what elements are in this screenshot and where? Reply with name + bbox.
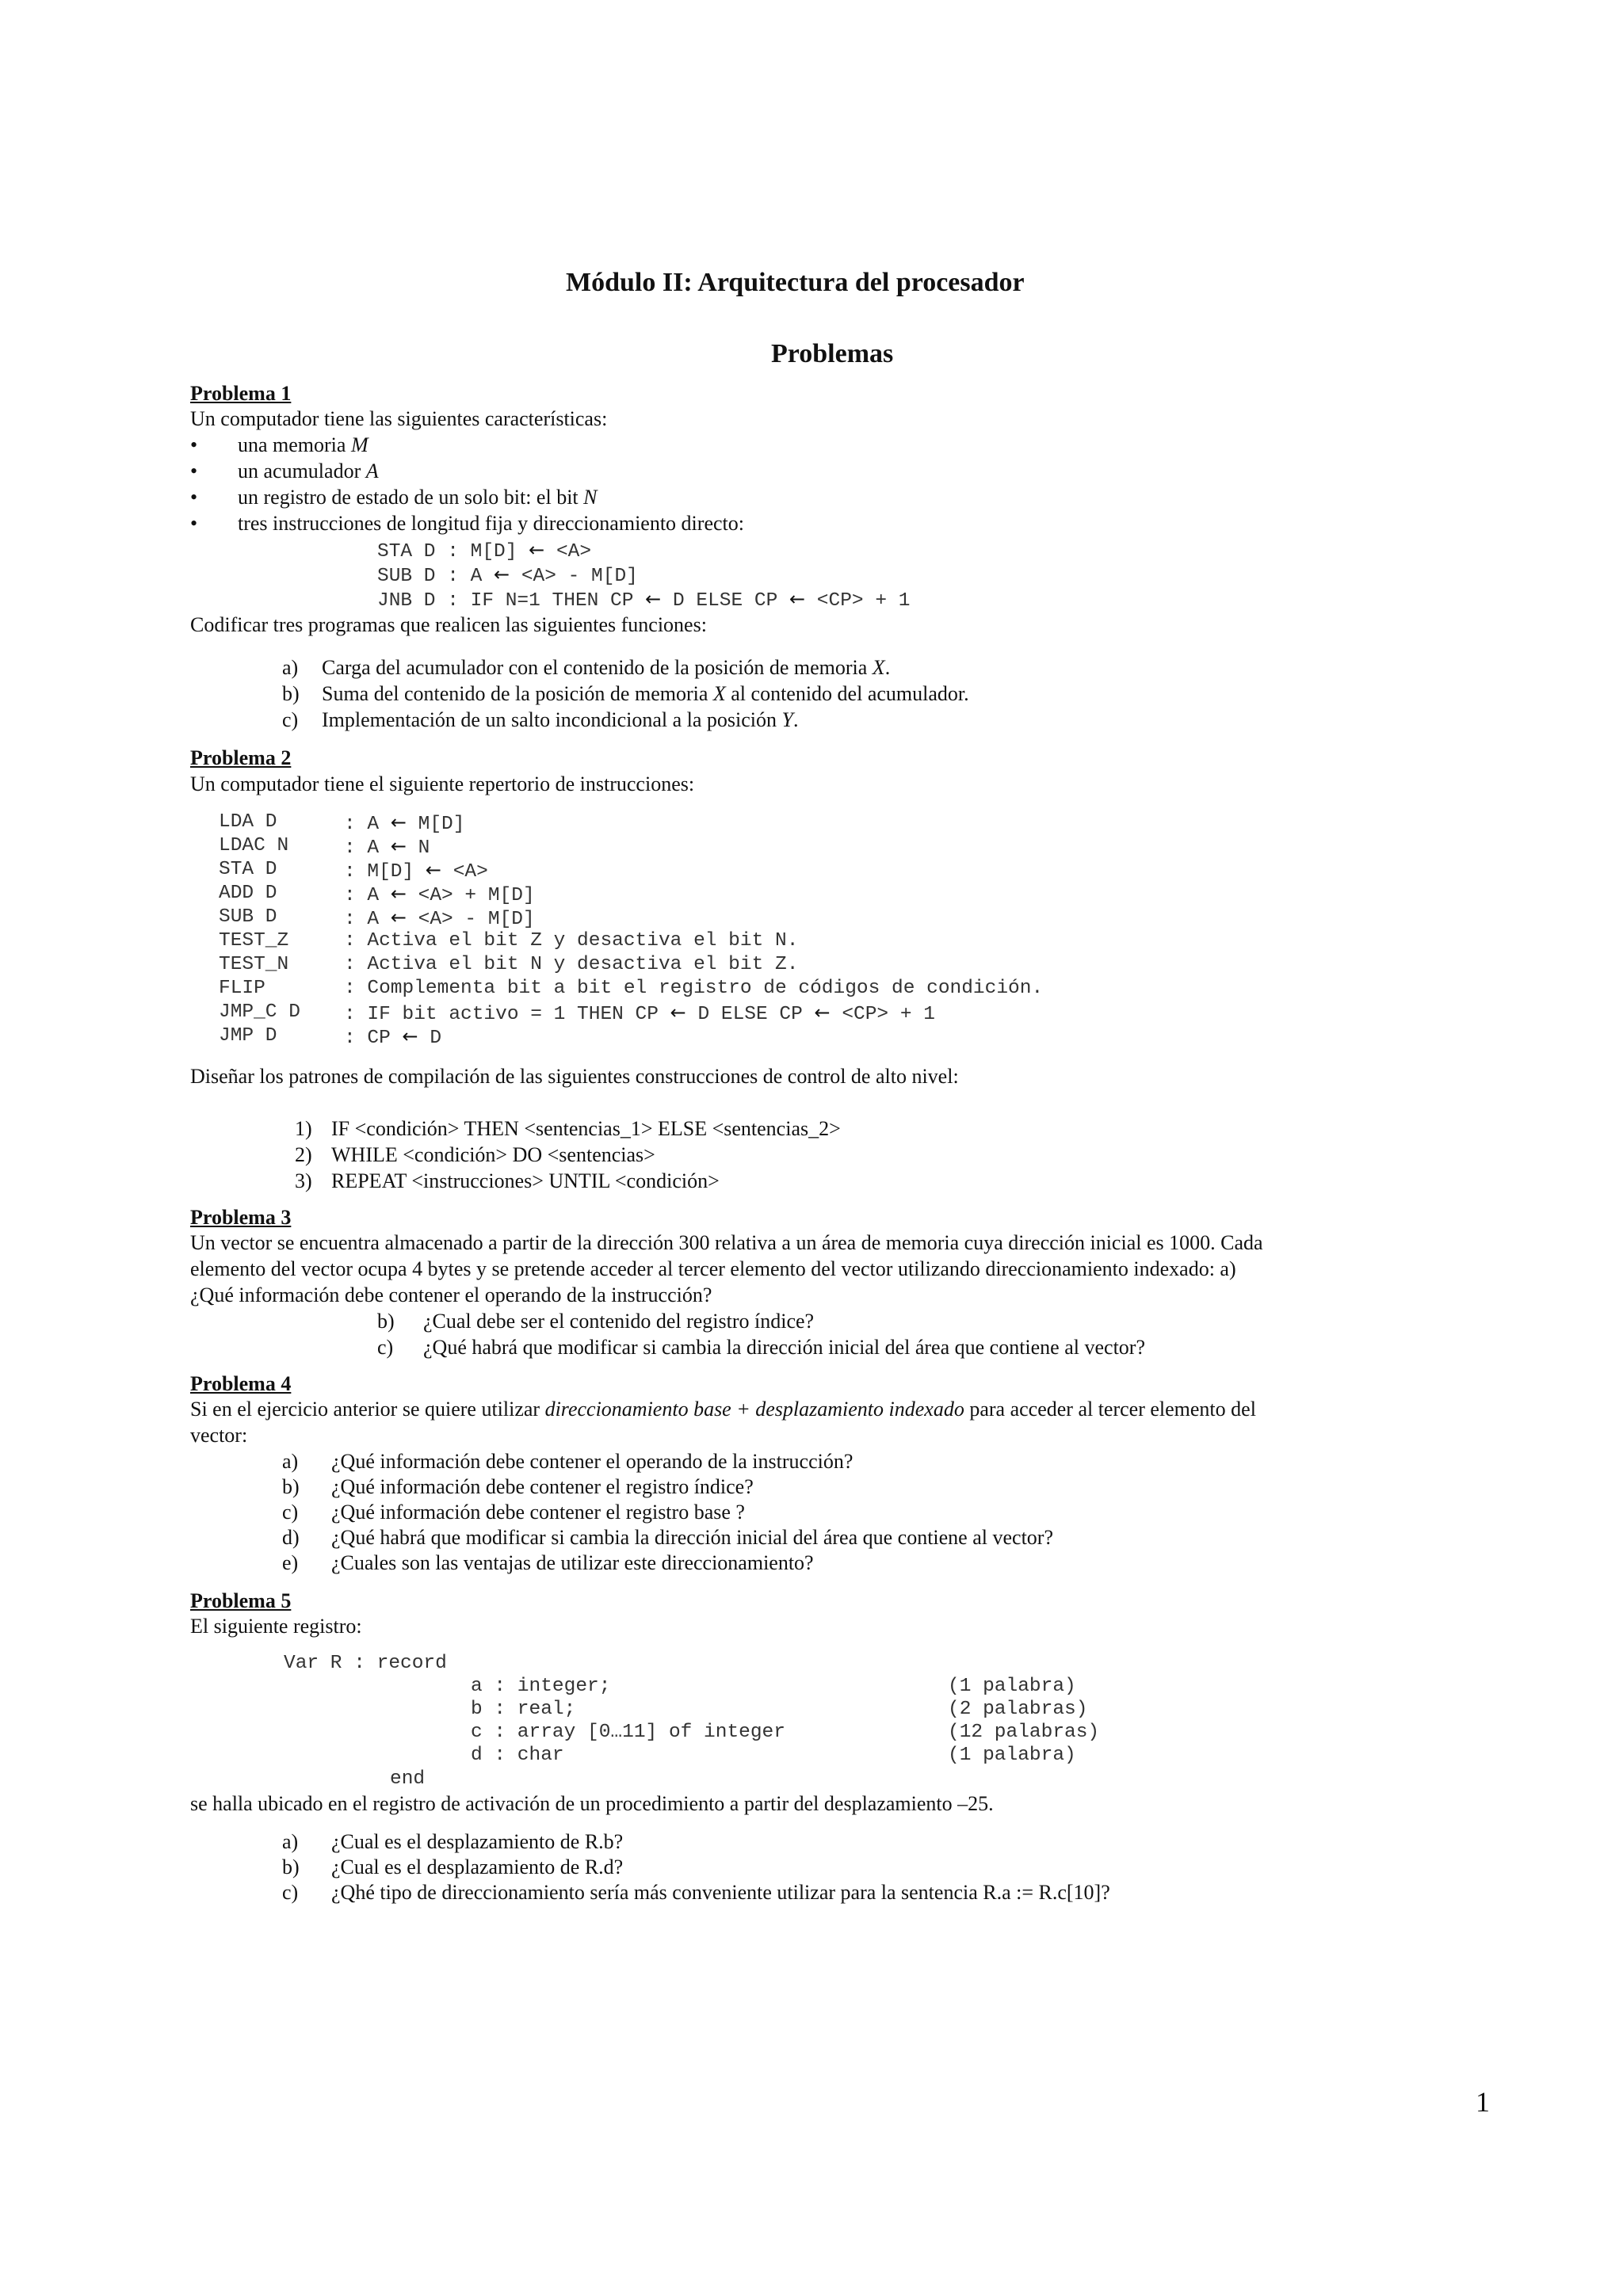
code-line: SUB D : A ← <A> - M[D] xyxy=(377,563,638,587)
list-item: • un acumulador A xyxy=(190,460,379,482)
code-line: (1 palabra) xyxy=(948,1676,1076,1697)
list-item: c) ¿Qhé tipo de direccionamiento sería más conveniente utilizar para la sentencia R.a := R.c[10]? xyxy=(282,1881,1110,1904)
arrow-left-icon: ← xyxy=(494,563,510,585)
problem-4-text: vector: xyxy=(190,1424,248,1447)
code-line: TEST_Z : Activa el bit Z y desactiva el bit N. xyxy=(219,930,799,952)
bullet-icon: • xyxy=(190,486,198,509)
list-item: a) Carga del acumulador con el contenido de la posición de memoria X. xyxy=(282,656,891,679)
problem-5-text: se halla ubicado en el registro de activación de un procedimiento a partir del desplazamiento –25. xyxy=(190,1792,994,1815)
problem-3-text: ¿Qué información debe contener el operando de la instrucción? xyxy=(190,1283,712,1306)
code-line: (2 palabras) xyxy=(948,1699,1088,1720)
bullet-icon: • xyxy=(190,512,198,535)
list-item: • una memoria M xyxy=(190,433,369,456)
code-line: SUB D : A ← <A> - M[D] xyxy=(219,906,535,930)
code-line: (1 palabra) xyxy=(948,1745,1076,1766)
list-item: b) ¿Cual es el desplazamiento de R.d? xyxy=(282,1855,624,1878)
arrow-left-icon: ← xyxy=(645,588,662,610)
list-item: a) ¿Cual es el desplazamiento de R.b? xyxy=(282,1830,624,1853)
arrow-left-icon: ← xyxy=(390,906,407,929)
arrow-left-icon: ← xyxy=(814,1001,831,1024)
code-line: FLIP : Complementa bit a bit el registro de códigos de condición. xyxy=(219,978,1044,999)
code-line: JMP_C D : IF bit activo = 1 THEN CP ← D ELSE CP ← <CP> + 1 xyxy=(219,1001,935,1025)
bullet-icon: • xyxy=(190,433,198,456)
arrow-left-icon: ← xyxy=(670,1001,686,1024)
list-item: b) ¿Cual debe ser el contenido del registro índice? xyxy=(377,1310,815,1333)
list-item: c) Implementación de un salto incondicional a la posición Y. xyxy=(282,708,799,731)
problem-4-text: Si en el ejercicio anterior se quiere utilizar direccionamiento base + desplazamiento indexado para acceder al tercer elemento del xyxy=(190,1398,1256,1421)
problem-5-intro: El siguiente registro: xyxy=(190,1615,362,1638)
list-item: e) ¿Cuales son las ventajas de utilizar este direccionamiento? xyxy=(282,1551,814,1574)
list-item: c) ¿Qué información debe contener el registro base ? xyxy=(282,1501,745,1524)
list-item: d) ¿Qué habrá que modificar si cambia la dirección inicial del área que contiene al vector? xyxy=(282,1526,1053,1549)
code-line: JMP D : CP ← D xyxy=(219,1025,442,1049)
problem-4-heading: Problema 4 xyxy=(190,1372,292,1395)
code-line: d : char xyxy=(471,1745,564,1766)
list-item: b) ¿Qué información debe contener el registro índice? xyxy=(282,1475,754,1498)
list-item: • tres instrucciones de longitud fija y direccionamiento directo: xyxy=(190,512,744,535)
document-subtitle: Problemas xyxy=(771,339,894,368)
document-title: Módulo II: Arquitectura del procesador xyxy=(566,268,1025,297)
list-item: 1) IF <condición> THEN <sentencias_1> ELSE <sentencias_2> xyxy=(295,1117,841,1140)
code-line: Var R : record xyxy=(284,1653,447,1674)
code-line: TEST_N : Activa el bit N y desactiva el bit Z. xyxy=(219,954,799,975)
arrow-left-icon: ← xyxy=(390,883,407,905)
list-item: a) ¿Qué información debe contener el operando de la instrucción? xyxy=(282,1450,854,1473)
arrow-left-icon: ← xyxy=(789,588,806,610)
code-line: (12 palabras) xyxy=(948,1722,1100,1743)
problem-1-heading: Problema 1 xyxy=(190,382,292,405)
list-item: • un registro de estado de un solo bit: el bit N xyxy=(190,486,598,509)
arrow-left-icon: ← xyxy=(390,811,407,833)
problem-1-task: Codificar tres programas que realicen las siguientes funciones: xyxy=(190,613,707,636)
list-item: b) Suma del contenido de la posición de memoria X al contenido del acumulador. xyxy=(282,682,969,705)
code-line: LDAC N : A ← N xyxy=(219,835,430,859)
arrow-left-icon: ← xyxy=(529,539,545,561)
bullet-icon: • xyxy=(190,460,198,482)
code-line: LDA D : A ← M[D] xyxy=(219,811,465,835)
code-line: c : array [0…11] of integer xyxy=(471,1722,785,1743)
problem-5-heading: Problema 5 xyxy=(190,1589,292,1612)
code-line: b : real; xyxy=(471,1699,576,1720)
problem-3-text: Un vector se encuentra almacenado a partir de la dirección 300 relativa a un área de memoria cuya dirección inicial es 1000. Cada xyxy=(190,1231,1263,1254)
problem-1-intro: Un computador tiene las siguientes características: xyxy=(190,407,608,430)
code-line: STA D : M[D] ← <A> xyxy=(377,539,592,563)
arrow-left-icon: ← xyxy=(402,1025,418,1047)
problem-3-heading: Problema 3 xyxy=(190,1206,292,1229)
code-line: JNB D : IF N=1 THEN CP ← D ELSE CP ← <CP> + 1 xyxy=(377,588,911,612)
list-item: 3) REPEAT <instrucciones> UNTIL <condición> xyxy=(295,1169,720,1192)
code-line: ADD D : A ← <A> + M[D] xyxy=(219,883,535,906)
arrow-left-icon: ← xyxy=(390,835,407,857)
problem-3-text: elemento del vector ocupa 4 bytes y se pretende acceder al tercer elemento del vector utilizando direccionamiento indexado: a) xyxy=(190,1257,1236,1280)
list-item: c) ¿Qué habrá que modificar si cambia la dirección inicial del área que contiene al vector? xyxy=(377,1336,1145,1359)
code-line: STA D : M[D] ← <A> xyxy=(219,859,488,883)
code-line: a : integer; xyxy=(471,1676,611,1697)
list-item: 2) WHILE <condición> DO <sentencias> xyxy=(295,1143,655,1166)
problem-2-task: Diseñar los patrones de compilación de las siguientes construcciones de control de alto nivel: xyxy=(190,1065,959,1088)
problem-2-heading: Problema 2 xyxy=(190,746,292,769)
arrow-left-icon: ← xyxy=(425,859,442,881)
code-line: end xyxy=(390,1768,426,1790)
page-number: 1 xyxy=(1476,2086,1490,2118)
problem-2-intro: Un computador tiene el siguiente repertorio de instrucciones: xyxy=(190,772,695,795)
